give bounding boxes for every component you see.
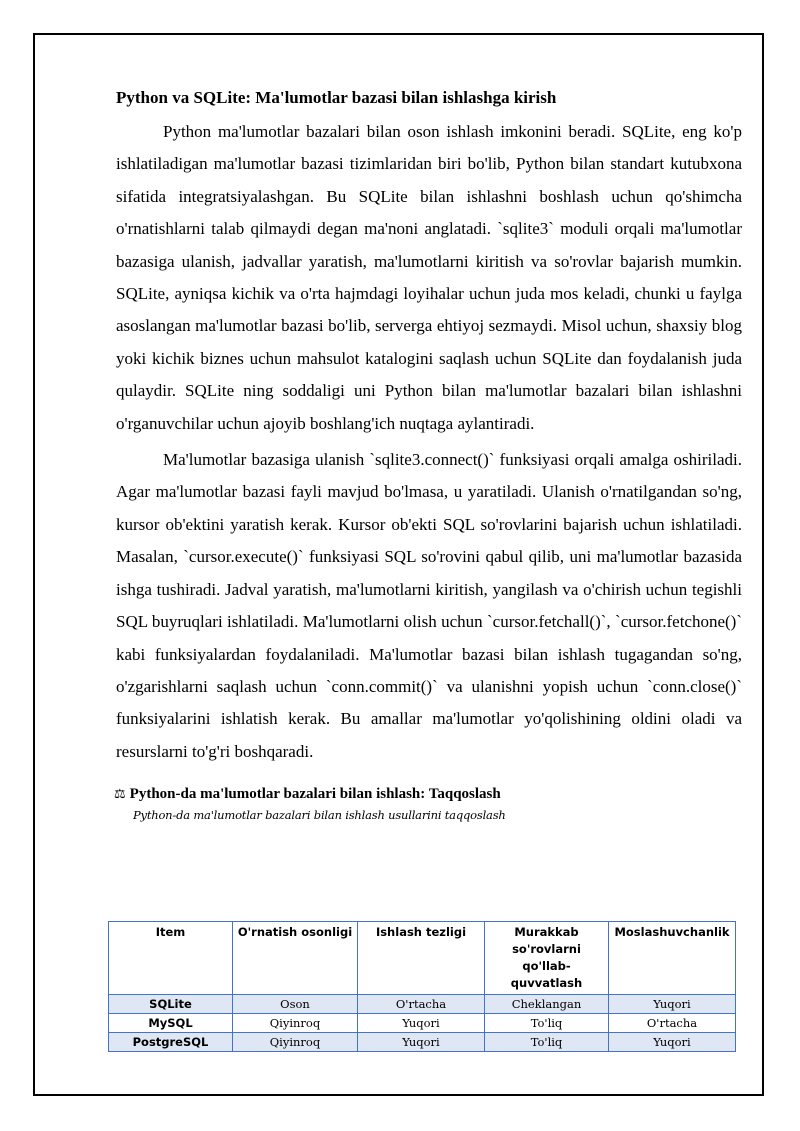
table-cell: Qiyinroq xyxy=(233,1014,358,1033)
table-cell-db-name: SQLite xyxy=(109,995,233,1014)
column-header-complex-queries: Murakkab so'rovlarni qo'llab-quvvatlash xyxy=(485,922,609,995)
table-cell-db-name: MySQL xyxy=(109,1014,233,1033)
table-row xyxy=(109,995,736,1014)
table-cell: Cheklangan xyxy=(485,995,609,1014)
table-header-row xyxy=(109,922,736,995)
column-header-flexibility: Moslashuvchanlik xyxy=(609,922,736,995)
table-caption: Python-da ma'lumotlar bazalari bilan ishlash usullarini taqqoslash xyxy=(133,808,506,823)
table-cell: Oson xyxy=(233,995,358,1014)
table-cell: Yuqori xyxy=(609,1033,736,1052)
table-cell: Qiyinroq xyxy=(233,1033,358,1052)
section-heading xyxy=(114,784,742,804)
table-cell-db-name: PostgreSQL xyxy=(109,1033,233,1052)
column-header-item: Item xyxy=(109,922,233,995)
table-cell: Yuqori xyxy=(358,1033,485,1052)
table-cell: To'liq xyxy=(485,1033,609,1052)
table-cell: Yuqori xyxy=(358,1014,485,1033)
comparison-table xyxy=(108,921,736,1052)
paragraph-connection: Ma'lumotlar bazasiga ulanish `sqlite3.connect()` funksiyasi orqali amalga oshiriladi. Agar ma'lumotlar bazasi fayli mavjud bo'lmasa, u yaratiladi. Ulanish o'rnatilgandan so'ng, kursor ob'ektini yaratish kerak. Kursor ob'ekti SQL so'rovlarini bajarish uchun ishlatiladi. Masalan, `cursor.execute()` funksiyasi SQL so'rovini qabul qilib, uni ma'lumotlar bazasida ishga tushiradi. Jadval yaratish, ma'lumotlarni kiritish, yangilash va o'chirish uchun tegishli SQL buyruqlari ishlatiladi. Ma'lumotlarni olish uchun `cursor.fetchall()`, `cursor.fetchone()` kabi funksiyalardan foydalaniladi. Ma'lumotlar bazasi bilan ishlash tugagandan so'ng, o'zgarishlarni saqlash uchun `conn.commit()` va ulanishni yopish uchun `conn.close()` funksiyalarini ishlatish kerak. Bu amallar ma'lumotlar yo'qolishining oldini oladi va resurslarni to'g'ri boshqaradi. xyxy=(116,450,742,761)
table-row xyxy=(109,1014,736,1033)
table-cell: Yuqori xyxy=(609,995,736,1014)
document-body xyxy=(116,86,742,829)
section-heading-text: Python-da ma'lumotlar bazalari bilan ishlash: Taqqoslash xyxy=(129,786,501,803)
column-header-speed: Ishlash tezligi xyxy=(358,922,485,995)
column-header-install-ease: O'rnatish osonligi xyxy=(233,922,358,995)
table-row xyxy=(109,1033,736,1052)
paragraph-intro: Python ma'lumotlar bazalari bilan oson ishlash imkonini beradi. SQLite, eng ko'p ishlatiladigan ma'lumotlar bazasi tizimlaridan biri bo'lib, Python bilan standart kutubxona sifatida integratsiyalashgan. Bu SQLite bilan ishlashni boshlash uchun qo'shimcha o'rnatishlarni talab qilmaydi degan ma'noni anglatadi. `sqlite3` moduli orqali ma'lumotlar bazasiga ulanish, jadvallar yaratish, ma'lumotlarni kiritish va so'rovlar bajarish mumkin. SQLite, ayniqsa kichik va o'rta hajmdagi loyihalar uchun juda mos keladi, chunki u faylga asoslangan ma'lumotlar bazasi bo'lib, serverga ehtiyoj sezmaydi. Misol uchun, shaxsiy blog yoki kichik biznes uchun mahsulot katalogini saqlash uchun SQLite dan foydalanish juda qulaydir. SQLite ning soddaligi uni Python bilan ma'lumotlar bazalari bilan ishlashni o'rganuvchilar uchun ajoyib boshlang'ich nuqtaga aylantiradi. xyxy=(116,122,742,433)
table-cell: To'liq xyxy=(485,1014,609,1033)
balance-scale-icon: ⚖ xyxy=(114,786,126,802)
table-cell: O'rtacha xyxy=(358,995,485,1014)
document-title: Python va SQLite: Ma'lumotlar bazasi bilan ishlashga kirish xyxy=(116,88,557,107)
table-cell: O'rtacha xyxy=(609,1014,736,1033)
